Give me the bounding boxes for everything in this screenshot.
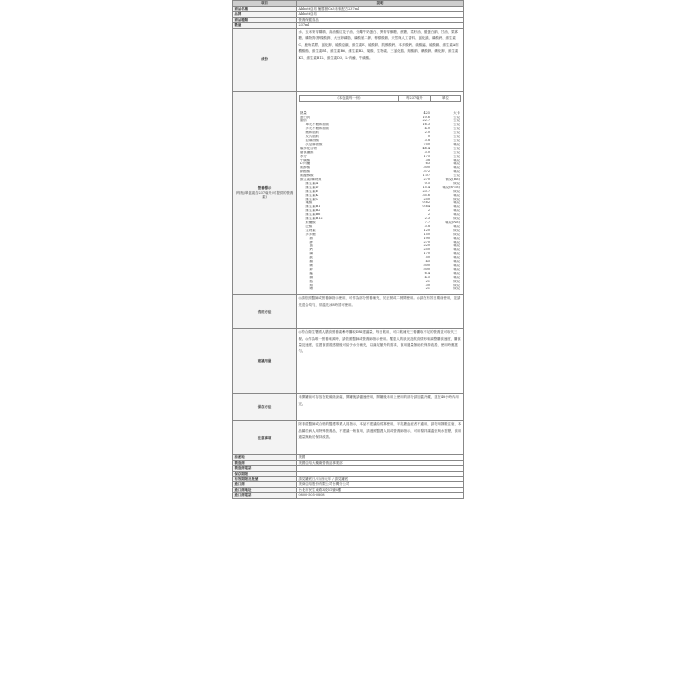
nutrition-col1: (本包裝每一份) [300,95,399,101]
nutrient-name: 鉻 [309,279,313,283]
label-importer: 進口商 [233,482,297,487]
nutrient-unit: 微克 [453,232,460,236]
nutrient-value: 50 [425,256,430,260]
nutrient-value: 30 [425,283,430,287]
nutrition-row [300,101,461,115]
nutrient-value: 3.8 [424,138,430,142]
nutrition-table [299,95,461,292]
nutrient-name: 多多醣 [305,232,316,236]
nutrient-name: 維生素E [305,189,319,193]
nutrient-unit: 毫克 [453,224,460,228]
row-notice [233,421,464,455]
nutrition-col2: 每237毫升 [399,95,431,101]
nutrient-name: 鋅 [309,267,313,271]
nutrition-row [300,287,461,291]
nutrient-name: 單元不飽和脂肪 [305,123,330,127]
nutrient-unit: 公克 [453,154,460,158]
nutrient-unit: 毫克 [453,142,460,146]
nutrient-unit: 毫克 [453,240,460,244]
nutrient-unit: 微克(RE) [445,178,460,182]
nutrient-name: 膳食纖維 [300,150,314,154]
nutrient-value: 300 [423,166,430,170]
value-brand: Abbott亞培 [297,12,464,17]
nutrient-name: L-肉鹼 [300,162,311,166]
nutrient-value: 500 [423,263,430,267]
nutrient-name: 菸鹼酸 [305,221,316,224]
nutrient-value: 175 [423,154,430,158]
label-expiry: 有效期限及批號 [233,476,297,481]
nutrient-value: 270 [423,240,430,244]
nutrient-name: 鉀 [309,240,313,244]
nutrient-name: 維生素K [305,193,319,197]
nutrient-value: 250 [423,248,430,252]
nutrient-name: 硒 [309,287,313,291]
value-ingredients: 水、玉米麥芽糊精、高油酸紅花子油、分離牛奶蛋白、異麥芽酮糖、蔗糖、菜籽油、酪蛋白鈉、甘油、果寡糖、礦物質(檸檬酸鉀、大豆卵磷脂、磷酸氫二鉀、檸檬酸鈉、天然與人工香料、氯化鎂、磷酸鈣、維生素C、鹿角菜膠、氯化鉀、硫酸亞鐵、維生素E、硫酸鋅、肌醇酸鈣、本多酸鈣、硫酸錳、硫酸銅、維生素A棕櫚酸酯、維生素B1、維生素B6、維生素B2、葉酸、生物素、三氯化鉻、鉬酸鈉、碘酸鉀、碘化鉀、維生素K1、維生素B12、維生素D3、L-肉鹼、牛磺酸。 [297,28,464,91]
nutrition-body [300,101,461,291]
nutrient-unit: 公克 [453,174,460,178]
nutrient-name: 維生素D [305,185,319,189]
nutrient-value: 220 [423,244,430,248]
nutrient-value: 2.3 [424,217,430,221]
nutrient-unit: 微克 [453,197,460,201]
nutrition-subtitle: (每瓶/單盒裝含237毫升/可提供的營養素) [235,190,294,200]
label-manufacturer: 製造商 [233,460,297,465]
spec-sheet [232,0,464,700]
value-expiry: 請見罐底日/月/西元年 / 請見罐底 [297,476,464,481]
row-nutrition [233,91,464,295]
nutrient-unit: 毫克 [453,267,460,271]
nutrient-unit: 毫克 [453,193,460,197]
nutrient-name: 碳水化合物 [300,146,317,150]
label-warning: 建議用量 [233,329,297,394]
nutrient-name: 維生素B2 [305,209,321,213]
nutrient-name: 鎂 [309,256,313,260]
nutrient-value: 46.4 [422,146,430,150]
row-storage [233,394,464,421]
nutrient-unit: 微克 [453,181,460,185]
nutrient-unit: 毫克(α-TE) [442,185,460,189]
nutrient-value: 170 [423,252,430,256]
nutrient-value: 35.6 [422,193,430,197]
nutrient-name: 熱量 [300,110,307,115]
nutrient-name: 維生素B6 [305,213,321,217]
nutrient-name: 脂肪 [300,119,307,123]
value-origin: 美國 [297,455,464,460]
nutrient-value: 150 [423,232,430,236]
nutrient-unit: 毫克 [453,201,460,205]
nutrient-unit: 微克 [453,283,460,287]
nutrient-value: 3.0 [424,150,430,154]
row-usage [233,295,464,329]
nutrient-name: 維生素B12 [305,217,323,221]
nutrient-unit: 毫克 [453,252,460,256]
nutrient-value: 2.0 [424,131,430,135]
nutrient-name: 蛋白質 [300,115,311,119]
nutrient-value: 0.64 [422,205,430,209]
nutrient-name: 維生素/礦物質 [300,178,322,182]
nutrient-unit: 公克 [453,115,460,119]
nutrient-value: 16.3 [422,123,430,127]
nutrient-unit: 微克 [453,279,460,283]
nutrient-name: 飽和脂肪 [305,131,320,135]
value-storage: 未開罐前可存放在乾燥陰涼處，開罐後請儘速使用，開罐後未用上使用的部分請加蓋冷藏，並在48小時內用完。 [297,394,464,421]
nutrient-unit: 公克 [453,127,460,131]
nutrient-unit: 公克 [453,146,460,150]
nutrient-unit: 大卡 [453,110,460,115]
label-type: 商品種類 [233,17,297,22]
nutrient-name: 多元不飽和脂肪 [305,127,330,131]
nutrient-name: 次亞麻油酸 [305,142,323,146]
label-shelf: 保存期限 [233,471,297,476]
nutrient-unit: 微克 [453,189,460,193]
value-notice: 除非經醫師或合格的醫護專業人員指示，本品不建議給孤寡使用，半乳糖血症者不適用，請勿用靜脈注射，本品屬於病人用特殊營養品，不建議一般食用，請遵照醫護人員或營養師指示，可用攪拌讓溫至與水雲變，食用過量無助於保持改善。 [297,421,464,455]
label-storage: 保存方法 [233,394,297,421]
nutrient-unit: 公克 [453,138,460,142]
nutrient-value: 0 [427,135,430,139]
nutrient-unit: 微克 [453,228,460,232]
nutrient-value: 3.8 [424,224,430,228]
nutrient-unit: 毫克 [453,205,460,209]
nutrient-value: 1.07 [422,174,430,178]
nutrient-value: 190 [423,236,430,240]
label-importer-addr: 進口商地址 [233,487,297,492]
nutrient-name: 鈉醋酸 [300,170,311,174]
nutrient-name: 亞麻油酸 [305,138,320,142]
header-desc: 說明 [297,1,464,7]
nutrient-value: 270 [423,178,430,182]
nutrient-value: 7.7 [424,221,430,224]
nutrient-name: 鈣 [309,248,313,252]
nutrient-name: 維生素C [305,197,319,201]
nutrient-name: 葉酸 [305,201,313,205]
row-ingredients [233,28,464,91]
nutrient-unit: 微克 [453,217,460,221]
nutrient-name: 氯 [309,244,313,248]
nutrient-value: 4.5 [424,275,430,279]
nutrient-value: 372 [423,170,430,174]
nutrient-name: 鈉 [309,236,313,240]
nutrient-unit: 毫克 [453,209,460,213]
nutrient-value: 750 [423,142,430,146]
nutrient-name: 錳 [309,271,313,275]
nutrient-unit: 毫克 [453,213,460,217]
label-ingredients: 成份 [233,28,297,91]
nutrient-value: 21 [425,287,430,291]
nutrient-value: 0.62 [422,201,430,205]
nutrient-value: 4.0 [424,127,430,131]
label-usage: 食用方法 [233,295,297,329]
nutrient-value: 21 [425,279,430,283]
nutrient-unit: 公克 [453,119,460,123]
nutrient-unit: 公克 [453,135,460,139]
nutrient-value: 10.6 [422,115,430,119]
value-usage: ◎請依照醫師或營養師指示使用，可作為部分營養補充，於正餐或二餐間使用。◎請在有效日期前使用，並請先混合均勻，常溫先冰8時冒可使用。 [297,295,464,329]
nutrient-unit: 毫克 [453,271,460,275]
row-importer-phone [233,493,464,498]
nutrient-unit: 毫克 [453,256,460,260]
header-item: 項目 [233,1,297,7]
label-nutrition [233,91,297,295]
nutrient-name: 鉬 [309,283,313,287]
nutrient-unit: 毫克 [453,166,460,170]
nutrient-name: 維生素B1 [305,205,321,209]
nutrient-name: 磷 [309,252,313,256]
value-manufacturer: 美國亞培大藥廠營養品事業部 [297,460,464,465]
nutrient-value: 2 [427,209,430,213]
value-warning: ◎符合衛生署國人膳食營養素參考攝取DRI建議量，每日飲用，可口飲補充三餐攝取不足的營養並可取代三餐。◎作為唯一營養來源時，請依照醫師或營養師指示使用。罹患人的狀況及飲食情形來調整攝食速度，攝食量及速度，往獲食需視感覺後可給予水分補充，以滿足額外的需求，食用過量無助於保持改善，使用時應搖勻。 [297,329,464,394]
label-notice: 注意事項 [233,421,297,455]
nutrition-title: 營養標示 [257,186,272,191]
nutrient-value: 500 [423,267,430,271]
nutrient-value: 23.7 [422,189,430,193]
nutrient-value: 22.7 [422,119,430,123]
nutrient-unit: 毫克 [453,275,460,279]
nutrient-value: 425 [423,110,430,115]
row-warning [233,329,464,394]
nutrient-value: 2 [427,213,430,217]
nutrient-unit: 毫克(NE) [445,221,460,224]
nutrient-unit: 毫克 [453,236,460,240]
label-name: 商品名稱 [233,7,297,12]
nutrient-name: 肌醯醇酸 [300,174,314,178]
value-importer-phone: 0800-505-0808 [297,493,464,498]
nutrient-name: 維生素A [305,181,319,185]
nutrient-name: 生物素 [305,228,316,232]
nutrient-value: 45 [425,260,430,264]
nutrient-name: 泛酸 [305,224,313,228]
nutrient-name: 肌醇酸 [300,166,311,170]
nutrient-name: 反式脂肪 [305,135,320,139]
nutrient-unit: 毫克 [453,260,460,264]
nutrition-cell [297,91,464,295]
value-importer: 美商亞培股份有限公司台灣分公司 [297,482,464,487]
label-importer-phone: 進口商電話 [233,493,297,498]
value-qty: 237ml [297,23,464,28]
nutrient-unit: 公克 [453,150,460,154]
nutrient-unit: 毫克 [453,263,460,267]
label-mfr-phone: 製造商電話 [233,466,297,471]
nutrition-col3: 單位 [431,95,461,101]
nutrient-name: 鐵 [309,260,313,264]
nutrient-value: 120 [423,228,430,232]
nutrient-value: 0.5 [424,181,430,185]
label-brand: 品牌 [233,12,297,17]
value-importer-addr: 台北市民生東路3段51號6樓 [297,487,464,492]
nutrient-unit: 公克 [453,123,460,127]
nutrient-unit: 毫克 [453,158,460,162]
nutrient-unit: 微克 [453,287,460,291]
nutrient-value: 250 [423,197,430,201]
spec-table [232,0,464,499]
label-qty: 數量 [233,23,297,28]
label-origin: 原產地 [233,455,297,460]
nutrient-name: 牛磺酸 [300,158,311,162]
nutrient-unit: 公克 [453,131,460,135]
nutrient-unit: 毫克 [453,170,460,174]
value-type: 營養保健食品 [297,17,464,22]
nutrient-name: 水分 [300,154,307,158]
nutrient-value: 15.4 [422,185,430,189]
nutrient-value: 63 [425,162,430,166]
nutrient-name: 碘 [309,263,313,267]
nutrient-unit: 毫克 [453,162,460,166]
nutrient-unit: 毫克 [453,248,460,252]
value-name: Abbott亞培 葡勝納Cs3未來配方237ml [297,7,464,12]
nutrient-value: 6.4 [424,271,430,275]
nutrient-name: 銅 [309,275,313,279]
nutrient-value: 38 [425,158,430,162]
nutrient-unit: 毫克 [453,244,460,248]
